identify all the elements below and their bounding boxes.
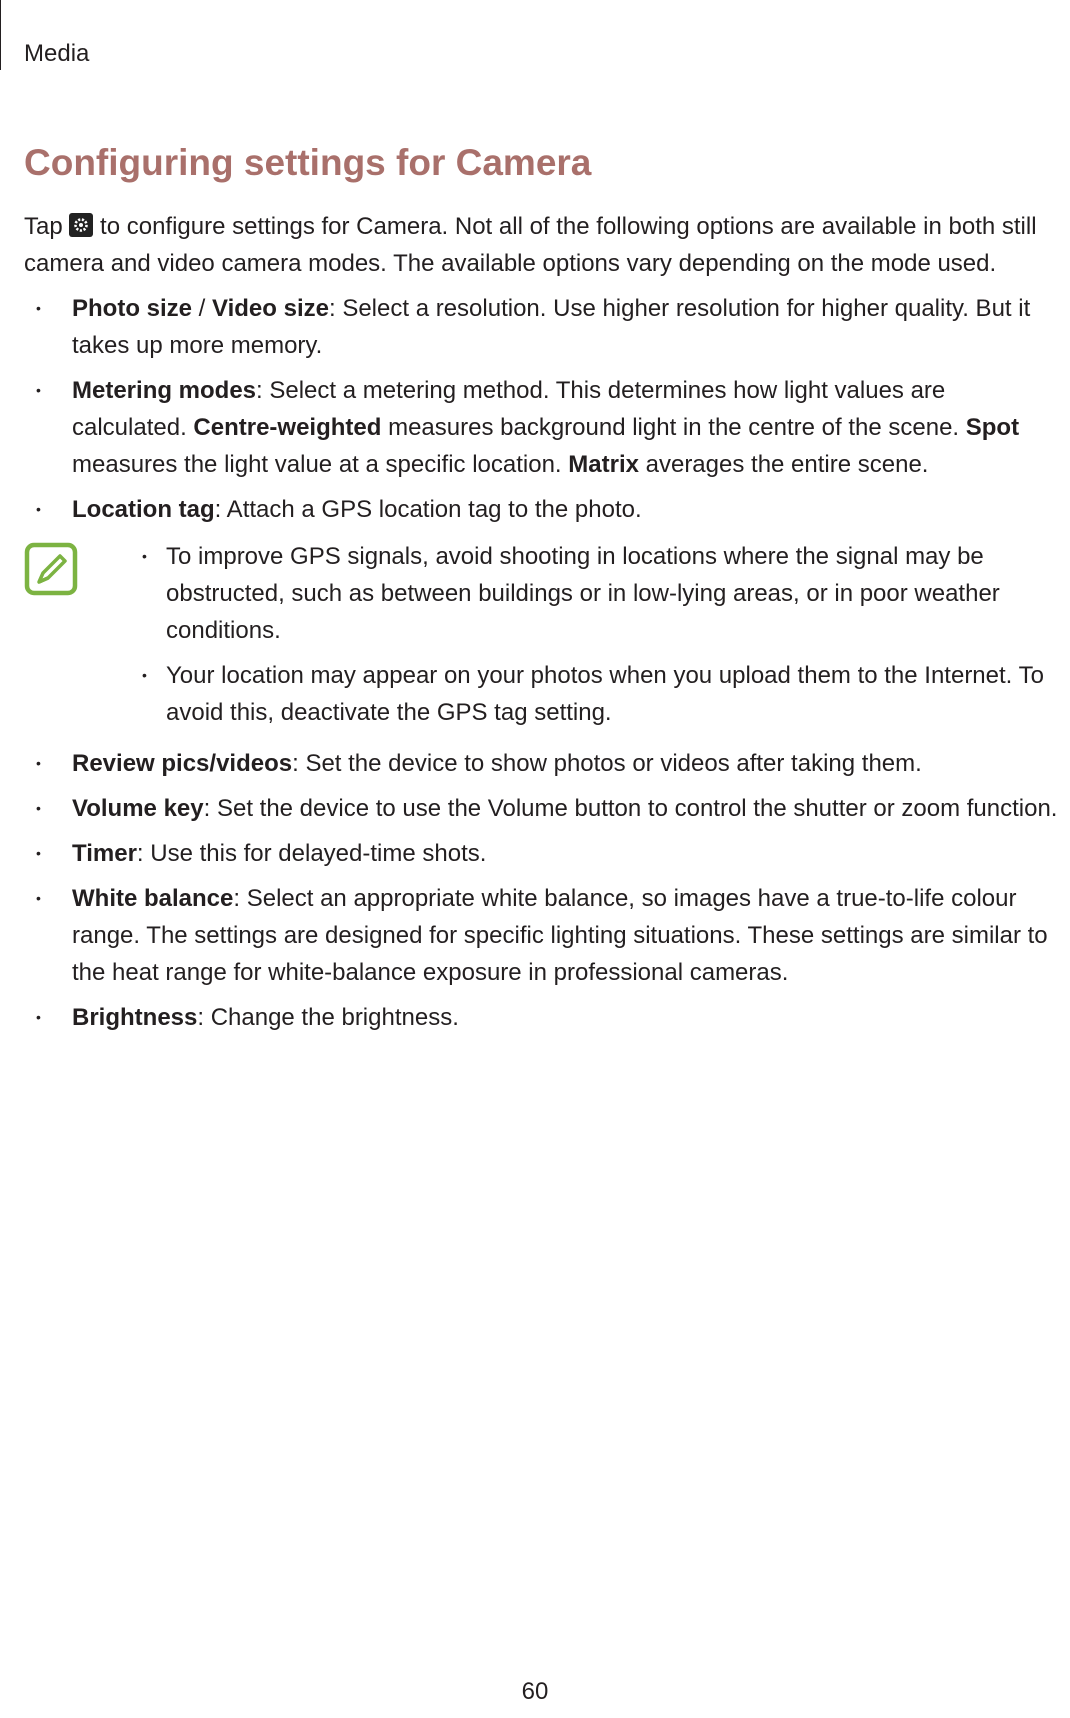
note-item: • Your location may appear on your photos when you upload them to the Internet. To avoid this, deactivate the GPS tag setting. [142,657,1066,731]
options-list [24,290,1066,528]
note-box [24,538,1066,731]
page-number: 60 [521,1678,549,1705]
list-item: • Photo size / Video size: Select a resolution. Use higher resolution for higher quality. But it takes up more memory. [24,290,1066,364]
list-item: • Review pics/videos: Set the device to show photos or videos after taking them. [24,745,1066,782]
note-pencil-icon [24,542,78,596]
list-item: • Brightness: Change the brightness. [24,999,1066,1036]
page-title: Configuring settings for Camera [24,142,592,183]
list-item: • Timer: Use this for delayed-time shots. [24,835,1066,872]
options-list-continued [24,745,1066,1036]
list-item: • Location tag: Attach a GPS location tag to the photo. [24,491,1066,528]
gear-icon [69,213,93,237]
corner-rule [0,0,1,70]
list-item: • White balance: Select an appropriate white balance, so images have a true-to-life colour range. The settings are designed for specific lighting situations. These settings are similar to the heat range for white-balance exposure in professional cameras. [24,880,1066,991]
list-item: • Volume key: Set the device to use the Volume button to control the shutter or zoom function. [24,790,1066,827]
note-list [142,538,1066,731]
intro-paragraph: Tap to configure settings for Camera. Not all of the following options are available in both still camera and video camera modes. The available options vary depending on the mode used. [24,213,1037,277]
content [24,208,1066,1044]
note-item: • To improve GPS signals, avoid shooting in locations where the signal may be obstructed, such as between buildings or in low-lying areas, or in poor weather conditions. [142,538,1066,649]
section-label: Media [24,40,90,67]
list-item: • Metering modes: Select a metering method. This determines how light values are calculated. Centre-weighted measures background light in the centre of the scene. Spot measures the light value at a specific location. Matrix averages the entire scene. [24,372,1066,483]
